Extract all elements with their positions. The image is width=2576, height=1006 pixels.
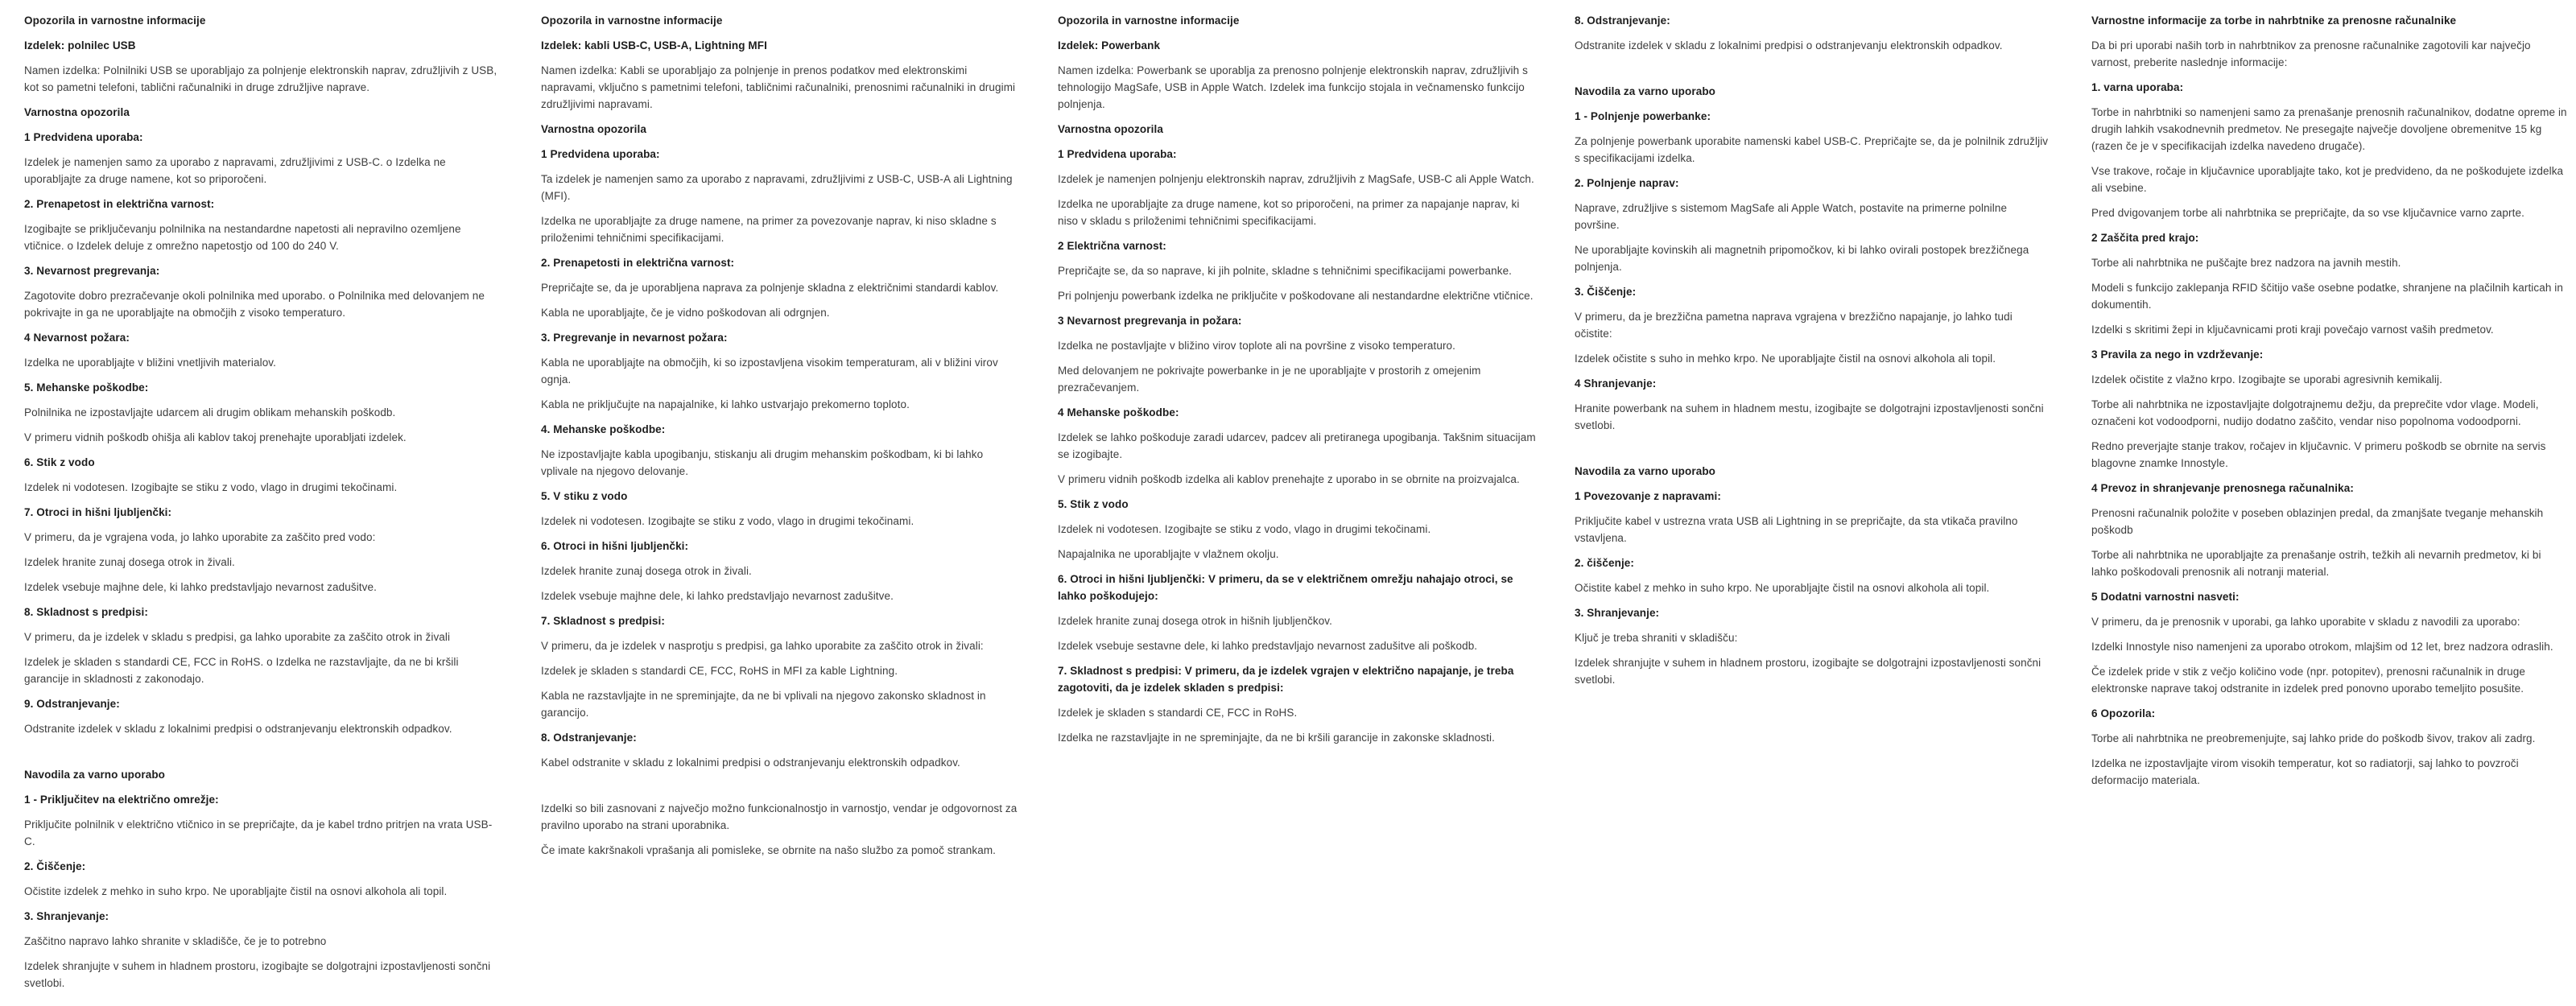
paragraph: Izdelek očistite z vlažno krpo. Izogibajte se uporabi agresivnih kemikalij.	[2091, 373, 2442, 385]
paragraph: Hranite powerbank na suhem in hladnem mestu, izogibajte se dolgotrajni izpostavljenosti sončni svetlobi.	[1575, 402, 2047, 431]
paragraph: Izogibajte se priključevanju polnilnika na nestandardne napetosti ali nepravilno ozemljene vtičnice. o Izdelek deluje z omrežno napetostjo od 100 do 240 V.	[24, 223, 464, 252]
paragraph: Zagotovite dobro prezračevanje okoli polnilnika med uporabo. o Polnilnika med delovanjem ne pokrivajte in ga ne uporabljajte na območjih z visoko temperaturo.	[24, 290, 488, 319]
paragraph: Očistite kabel z mehko in suho krpo. Ne uporabljajte čistil na osnovi alkohola ali topil.	[1575, 582, 1990, 594]
paragraph: Izdelek vsebuje sestavne dele, ki lahko predstavljajo nevarnost zadušitve ali poškodb.	[1058, 640, 1478, 652]
paragraph: Izdelek je skladen s standardi CE, FCC in RoHS.	[1058, 707, 1298, 719]
section-heading: 2. Čiščenje:	[24, 860, 86, 872]
paragraph: Izdelek vsebuje majhne dele, ki lahko predstavljajo nevarnost zadušitve.	[541, 590, 894, 602]
paragraph: Naprave, združljive s sistemom MagSafe ali Apple Watch, postavite na primerne polnilne površine.	[1575, 202, 2010, 231]
paragraph: Izdelek je namenjen samo za uporabo z napravami, združljivimi z USB-C. o Izdelka ne uporabljajte za druge namene, kot so priporočeni.	[24, 156, 449, 185]
paragraph: V primeru, da je izdelek v skladu s predpisi, ga lahko uporabite za zaščito otrok in živali	[24, 631, 451, 643]
paragraph: Izdelek je skladen s standardi CE, FCC in RoHS. o Izdelka ne razstavljajte, da ne bi kršili garancije in skladnosti z zakonodajo.	[24, 656, 462, 685]
paragraph: Izdelki s skritimi žepi in ključavnicami proti kraji povečajo varnost vaših predmetov.	[2091, 324, 2494, 336]
section-heading: 7. Skladnost s predpisi: V primeru, da je izdelek vgrajen v električno napajanje, je treba zagotoviti, da je izdelek skladen s predpisi:	[1058, 665, 1517, 694]
section-heading: 7. Skladnost s predpisi:	[541, 615, 665, 627]
paragraph: Ne izpostavljajte kabla upogibanju, stiskanju ali drugim mehanskim poškodbam, ki bi lahko vplivale na njegovo delovanje.	[541, 448, 987, 477]
section-heading: 1 Predvidena uporaba:	[1058, 148, 1177, 160]
paragraph: Prenosni računalnik položite v poseben oblazinjen predal, da zmanjšate tveganje mehanskih poškodb	[2091, 507, 2547, 536]
paragraph: V primeru, da je prenosnik v uporabi, ga lahko uporabite v skladu z navodili za uporabo:	[2091, 616, 2520, 628]
paragraph: Odstranite izdelek v skladu z lokalnimi predpisi o odstranjevanju elektronskih odpadkov.	[1575, 39, 2003, 52]
section-heading: 8. Odstranjevanje:	[1575, 14, 1670, 27]
paragraph: Pri polnjenju powerbank izdelka ne priključite v poškodovane ali nestandardne električne vtičnice.	[1058, 290, 1534, 302]
text-column-3	[1058, 12, 1539, 754]
section-heading: 6 Opozorila:	[2091, 707, 2156, 719]
paragraph: Izdelka ne uporabljajte za druge namene, kot so priporočeni, na primer za napajanje naprav, ki niso v skladu s priloženimi tehničnimi specifikacijami.	[1058, 198, 1523, 227]
section-heading: 1 Povezovanje z napravami:	[1575, 490, 1721, 502]
paragraph: Torbe ali nahrbtnika ne izpostavljajte dolgotrajnemu dežju, da preprečite vdor vlage. Modeli, označeni kot vodoodporni, nudijo dodatno zaščito, vendar niso popolnoma vodoodporni.	[2091, 398, 2542, 427]
paragraph: Redno preverjajte stanje trakov, ročajev in ključavnic. V primeru poškodb se obrnite na servis blagovne znamke Innostyle.	[2091, 440, 2549, 469]
paragraph: Odstranite izdelek v skladu z lokalnimi predpisi o odstranjevanju elektronskih odpadkov.	[24, 723, 452, 735]
section-heading: Navodila za varno uporabo	[1575, 465, 1716, 477]
section-heading: 3. Pregrevanje in nevarnost požara:	[541, 332, 728, 344]
paragraph: Torbe ali nahrbtnika ne uporabljajte za prenašanje ostrih, težkih ali nevarnih predmetov, ki bi lahko poškodovali prenosnik ali notranji material.	[2091, 549, 2545, 578]
paragraph: Za polnjenje powerbank uporabite namenski kabel USB-C. Prepričajte se, da je polnilnik združljiv s specifikacijami izdelka.	[1575, 135, 2052, 164]
text-column-2	[541, 12, 1019, 867]
paragraph: V primeru vidnih poškodb izdelka ali kablov prenehajte z uporabo in se obrnite na proizvajalca.	[1058, 473, 1520, 485]
section-heading: 3 Pravila za nego in vzdrževanje:	[2091, 348, 2264, 361]
section-heading: Varnostne informacije za torbe in nahrbtnike za prenosne računalnike	[2091, 14, 2457, 27]
section-heading: 4 Shranjevanje:	[1575, 377, 1657, 390]
paragraph: Med delovanjem ne pokrivajte powerbanke in je ne uporabljajte v prostorih z omejenim prezračevanjem.	[1058, 365, 1484, 394]
section-heading: 1. varna uporaba:	[2091, 81, 2184, 93]
paragraph: Kabel odstranite v skladu z lokalnimi predpisi o odstranjevanju elektronskih odpadkov.	[541, 757, 960, 769]
paragraph: Namen izdelka: Powerbank se uporablja za prenosno polnjenje elektronskih naprav, združljivih s tehnologijo MagSafe, USB in Apple Watch. Izdelek ima funkcijo stojala in večnamensko funkcijo polnjenja.	[1058, 64, 1531, 110]
paragraph: Torbe ali nahrbtnika ne preobremenjujte, saj lahko pride do poškodb šivov, trakov ali zadrg.	[2091, 732, 2536, 744]
section-heading: Navodila za varno uporabo	[24, 769, 166, 781]
section-heading: 6. Stik z vodo	[24, 456, 95, 468]
paragraph: Ključ je treba shraniti v skladišču:	[1575, 632, 1738, 644]
section-heading: 9. Odstranjevanje:	[24, 698, 120, 710]
section-heading: Opozorila in varnostne informacije	[24, 14, 206, 27]
paragraph: Priključite polnilnik v električno vtičnico in se prepričajte, da je kabel trdno pritrjen na vrata USB-C.	[24, 818, 493, 847]
section-heading: 2. Prenapetosti in električna varnost:	[541, 257, 735, 269]
section-heading: 5. Stik z vodo	[1058, 498, 1129, 510]
paragraph: Izdelek ni vodotesen. Izogibajte se stiku z vodo, vlago in drugimi tekočinami.	[1058, 523, 1431, 535]
paragraph: Prepričajte se, da so naprave, ki jih polnite, skladne s tehničnimi specifikacijami powerbanke.	[1058, 265, 1513, 277]
section-heading: 3 Nevarnost pregrevanja in požara:	[1058, 315, 1242, 327]
paragraph: Namen izdelka: Kabli se uporabljajo za polnjenje in prenos podatkov med elektronskimi napravami, vključno s pametnimi telefoni, tabličnimi računalniki, prenosnimi računalniki in drugimi združljivimi napravami.	[541, 64, 1019, 110]
paragraph: Izdelek ni vodotesen. Izogibajte se stiku z vodo, vlago in drugimi tekočinami.	[541, 515, 914, 527]
section-heading: 2 Električna varnost:	[1058, 240, 1166, 252]
paragraph: Pred dvigovanjem torbe ali nahrbtnika se prepričajte, da so vse ključavnice varno zaprte.	[2091, 207, 2524, 219]
paragraph: Očistite izdelek z mehko in suho krpo. Ne uporabljajte čistil na osnovi alkohola ali topil.	[24, 885, 448, 897]
paragraph: Modeli s funkcijo zaklepanja RFID ščitijo vaše osebne podatke, shranjene na plačilnih karticah in dokumentih.	[2091, 282, 2566, 311]
section-heading: 3. Nevarnost pregrevanja:	[24, 265, 160, 277]
section-heading: Varnostna opozorila	[1058, 123, 1163, 135]
section-heading: Izdelek: polnilec USB	[24, 39, 136, 52]
section-heading: 6. Otroci in hišni ljubljenčki: V primeru, da se v električnem omrežju nahajajo otroci, se lahko poškodujejo:	[1058, 573, 1517, 602]
section-heading: 1 Predvidena uporaba:	[24, 131, 143, 143]
paragraph: Namen izdelka: Polnilniki USB se uporabljajo za polnjenje elektronskih naprav, združljivih z USB, kot so pametni telefoni, tablični računalniki in druge združljive naprave.	[24, 64, 501, 93]
paragraph: Izdelka ne izpostavljajte virom visokih temperatur, kot so radiatorji, saj lahko to povzroči deformacijo materiala.	[2091, 757, 2522, 786]
paragraph: Izdelek ni vodotesen. Izogibajte se stiku z vodo, vlago in drugimi tekočinami.	[24, 481, 398, 493]
section-heading: 1 - Polnjenje powerbanke:	[1575, 110, 1711, 122]
section-heading: Varnostna opozorila	[541, 123, 646, 135]
section-heading: 4 Nevarnost požara:	[24, 332, 130, 344]
section-heading: 5. Mehanske poškodbe:	[24, 381, 149, 394]
section-heading: Izdelek: kabli USB-C, USB-A, Lightning MFI	[541, 39, 767, 52]
paragraph: V primeru, da je brezžična pametna naprava vgrajena v brezžično napajanje, jo lahko tudi očistite:	[1575, 311, 2016, 340]
paragraph: Torbe ali nahrbtnika ne puščajte brez nadzora na javnih mestih.	[2091, 257, 2401, 269]
paragraph: Izdelek shranjujte v suhem in hladnem prostoru, izogibajte se dolgotrajni izpostavljenosti sončni svetlobi.	[24, 960, 494, 989]
paragraph: Vse trakove, ročaje in ključavnice uporabljajte tako, kot je predvideno, da ne poškodujete izdelka ali vsebine.	[2091, 165, 2567, 194]
paragraph: Torbe in nahrbtniki so namenjeni samo za prenašanje prenosnih računalnikov, dodatne opreme in drugih lahkih vsakodnevnih predmetov. Ne presegajte največje dovoljene obremenitve 15 kg (razen če je v specifikacijah izdelka navedeno drugače).	[2091, 106, 2570, 152]
section-heading: Varnostna opozorila	[24, 106, 130, 118]
section-heading: Opozorila in varnostne informacije	[541, 14, 723, 27]
paragraph: Ne uporabljajte kovinskih ali magnetnih pripomočkov, ki bi lahko ovirali postopek brezžičnega polnjenja.	[1575, 244, 2033, 273]
section-heading: 2 Zaščita pred krajo:	[2091, 232, 2199, 244]
paragraph: Izdelka ne postavljajte v bližino virov toplote ali na površine z visoko temperaturo.	[1058, 340, 1455, 352]
section-heading: Navodila za varno uporabo	[1575, 85, 1716, 97]
paragraph: Izdelek vsebuje majhne dele, ki lahko predstavljajo nevarnost zadušitve.	[24, 581, 377, 593]
section-heading: 2. Prenapetost in električna varnost:	[24, 198, 215, 210]
section-heading: 3. Čiščenje:	[1575, 286, 1637, 298]
paragraph: Izdelek hranite zunaj dosega otrok in živali.	[24, 556, 235, 568]
text-column-4	[1575, 12, 2053, 696]
section-heading: 2. čiščenje:	[1575, 557, 1634, 569]
paragraph: V primeru, da je vgrajena voda, jo lahko uporabite za zaščito pred vodo:	[24, 531, 376, 543]
section-heading: 4 Mehanske poškodbe:	[1058, 406, 1179, 418]
text-column-5	[2091, 12, 2570, 797]
paragraph: Izdelka ne razstavljajte in ne spreminjajte, da ne bi kršili garancije in zakonske skladnosti.	[1058, 732, 1495, 744]
section-heading: 1 - Priključitev na električno omrežje:	[24, 794, 219, 806]
paragraph: Izdelek hranite zunaj dosega otrok in živali.	[541, 565, 752, 577]
paragraph: Izdelek je namenjen polnjenju elektronskih naprav, združljivih z MagSafe, USB-C ali Apple Watch.	[1058, 173, 1534, 185]
section-heading: 6. Otroci in hišni ljubljenčki:	[541, 540, 689, 552]
section-heading: Opozorila in varnostne informacije	[1058, 14, 1240, 27]
paragraph: Da bi pri uporabi naših torb in nahrbtnikov za prenosne računalnike zagotovili kar največjo varnost, preberite naslednje informacije:	[2091, 39, 2534, 68]
paragraph: Če izdelek pride v stik z večjo količino vode (npr. potopitev), prenosni računalnik in druge elektronske naprave takoj odstranite in izdelek pred ponovno uporabo temeljito posušite.	[2091, 666, 2529, 695]
paragraph: Zaščitno napravo lahko shranite v skladišče, če je to potrebno	[24, 935, 327, 947]
section-heading: 4 Prevoz in shranjevanje prenosnega računalnika:	[2091, 482, 2354, 494]
paragraph: Če imate kakršnakoli vprašanja ali pomisleke, se obrnite na našo službo za pomoč strankam.	[541, 844, 997, 856]
paragraph: Izdelki so bili zasnovani z največjo možno funkcionalnostjo in varnostjo, vendar je odgovornost za pravilno uporabo na strani uporabnika.	[541, 802, 1021, 831]
section-heading: 8. Skladnost s predpisi:	[24, 606, 148, 618]
paragraph: Prepričajte se, da je uporabljena naprava za polnjenje skladna z električnimi standardi kablov.	[541, 282, 999, 294]
paragraph: Kabla ne uporabljajte, če je vidno poškodovan ali odrgnjen.	[541, 307, 830, 319]
paragraph: Kabla ne razstavljajte in ne spreminjajte, da ne bi vplivali na njegovo zakonsko skladnost in garancijo.	[541, 690, 989, 719]
paragraph: V primeru, da je izdelek v nasprotju s predpisi, ga lahko uporabite za zaščito otrok in živali:	[541, 640, 984, 652]
paragraph: Polnilnika ne izpostavljajte udarcem ali drugim oblikam mehanskih poškodb.	[24, 406, 396, 418]
paragraph: Izdelki Innostyle niso namenjeni za uporabo otrokom, mlajšim od 12 let, brez nadzora odraslih.	[2091, 641, 2553, 653]
section-heading: Izdelek: Powerbank	[1058, 39, 1161, 52]
paragraph: Kabla ne priključujte na napajalnike, ki lahko ustvarjajo prekomerno toploto.	[541, 398, 910, 410]
paragraph: Izdelek hranite zunaj dosega otrok in hišnih ljubljenčkov.	[1058, 615, 1332, 627]
paragraph: Izdelek očistite s suho in mehko krpo. Ne uporabljajte čistil na osnovi alkohola ali topil.	[1575, 353, 1996, 365]
paragraph: Izdelek shranjujte v suhem in hladnem prostoru, izogibajte se dolgotrajni izpostavljenosti sončni svetlobi.	[1575, 657, 2045, 686]
paragraph: Ta izdelek je namenjen samo za uporabo z napravami, združljivimi z USB-C, USB-A ali Lightning (MFI).	[541, 173, 1016, 202]
paragraph: Napajalnika ne uporabljajte v vlažnem okolju.	[1058, 548, 1279, 560]
paragraph: Priključite kabel v ustrezna vrata USB ali Lightning in se prepričajte, da sta vtikača pravilno vstavljena.	[1575, 515, 2021, 544]
section-heading: 3. Shranjevanje:	[1575, 607, 1660, 619]
section-heading: 7. Otroci in hišni ljubljenčki:	[24, 506, 172, 518]
paragraph: Izdelka ne uporabljajte za druge namene, na primer za povezovanje naprav, ki niso skladne s priloženimi tehničnimi specifikacijami.	[541, 215, 1000, 244]
section-heading: 8. Odstranjevanje:	[541, 732, 637, 744]
section-heading: 2. Polnjenje naprav:	[1575, 177, 1679, 189]
paragraph: Izdelek se lahko poškoduje zaradi udarcev, padcev ali pretiranega upogibanja. Takšnim situacijam se izogibajte.	[1058, 431, 1539, 460]
paragraph: Izdelka ne uporabljajte v bližini vnetljivih materialov.	[24, 357, 277, 369]
paragraph: Kabla ne uporabljajte na območjih, ki so izpostavljena visokim temperaturam, ali v bližini virov ognja.	[541, 357, 1001, 385]
section-heading: 1 Predvidena uporaba:	[541, 148, 660, 160]
section-heading: 4. Mehanske poškodbe:	[541, 423, 666, 435]
section-heading: 5. V stiku z vodo	[541, 490, 628, 502]
paragraph: V primeru vidnih poškodb ohišja ali kablov takoj prenehajte uporabljati izdelek.	[24, 431, 407, 443]
section-heading: 5 Dodatni varnostni nasveti:	[2091, 591, 2240, 603]
text-column-1	[24, 12, 502, 1000]
section-heading: 3. Shranjevanje:	[24, 910, 109, 922]
paragraph: Izdelek je skladen s standardi CE, FCC, RoHS in MFI za kable Lightning.	[541, 665, 898, 677]
